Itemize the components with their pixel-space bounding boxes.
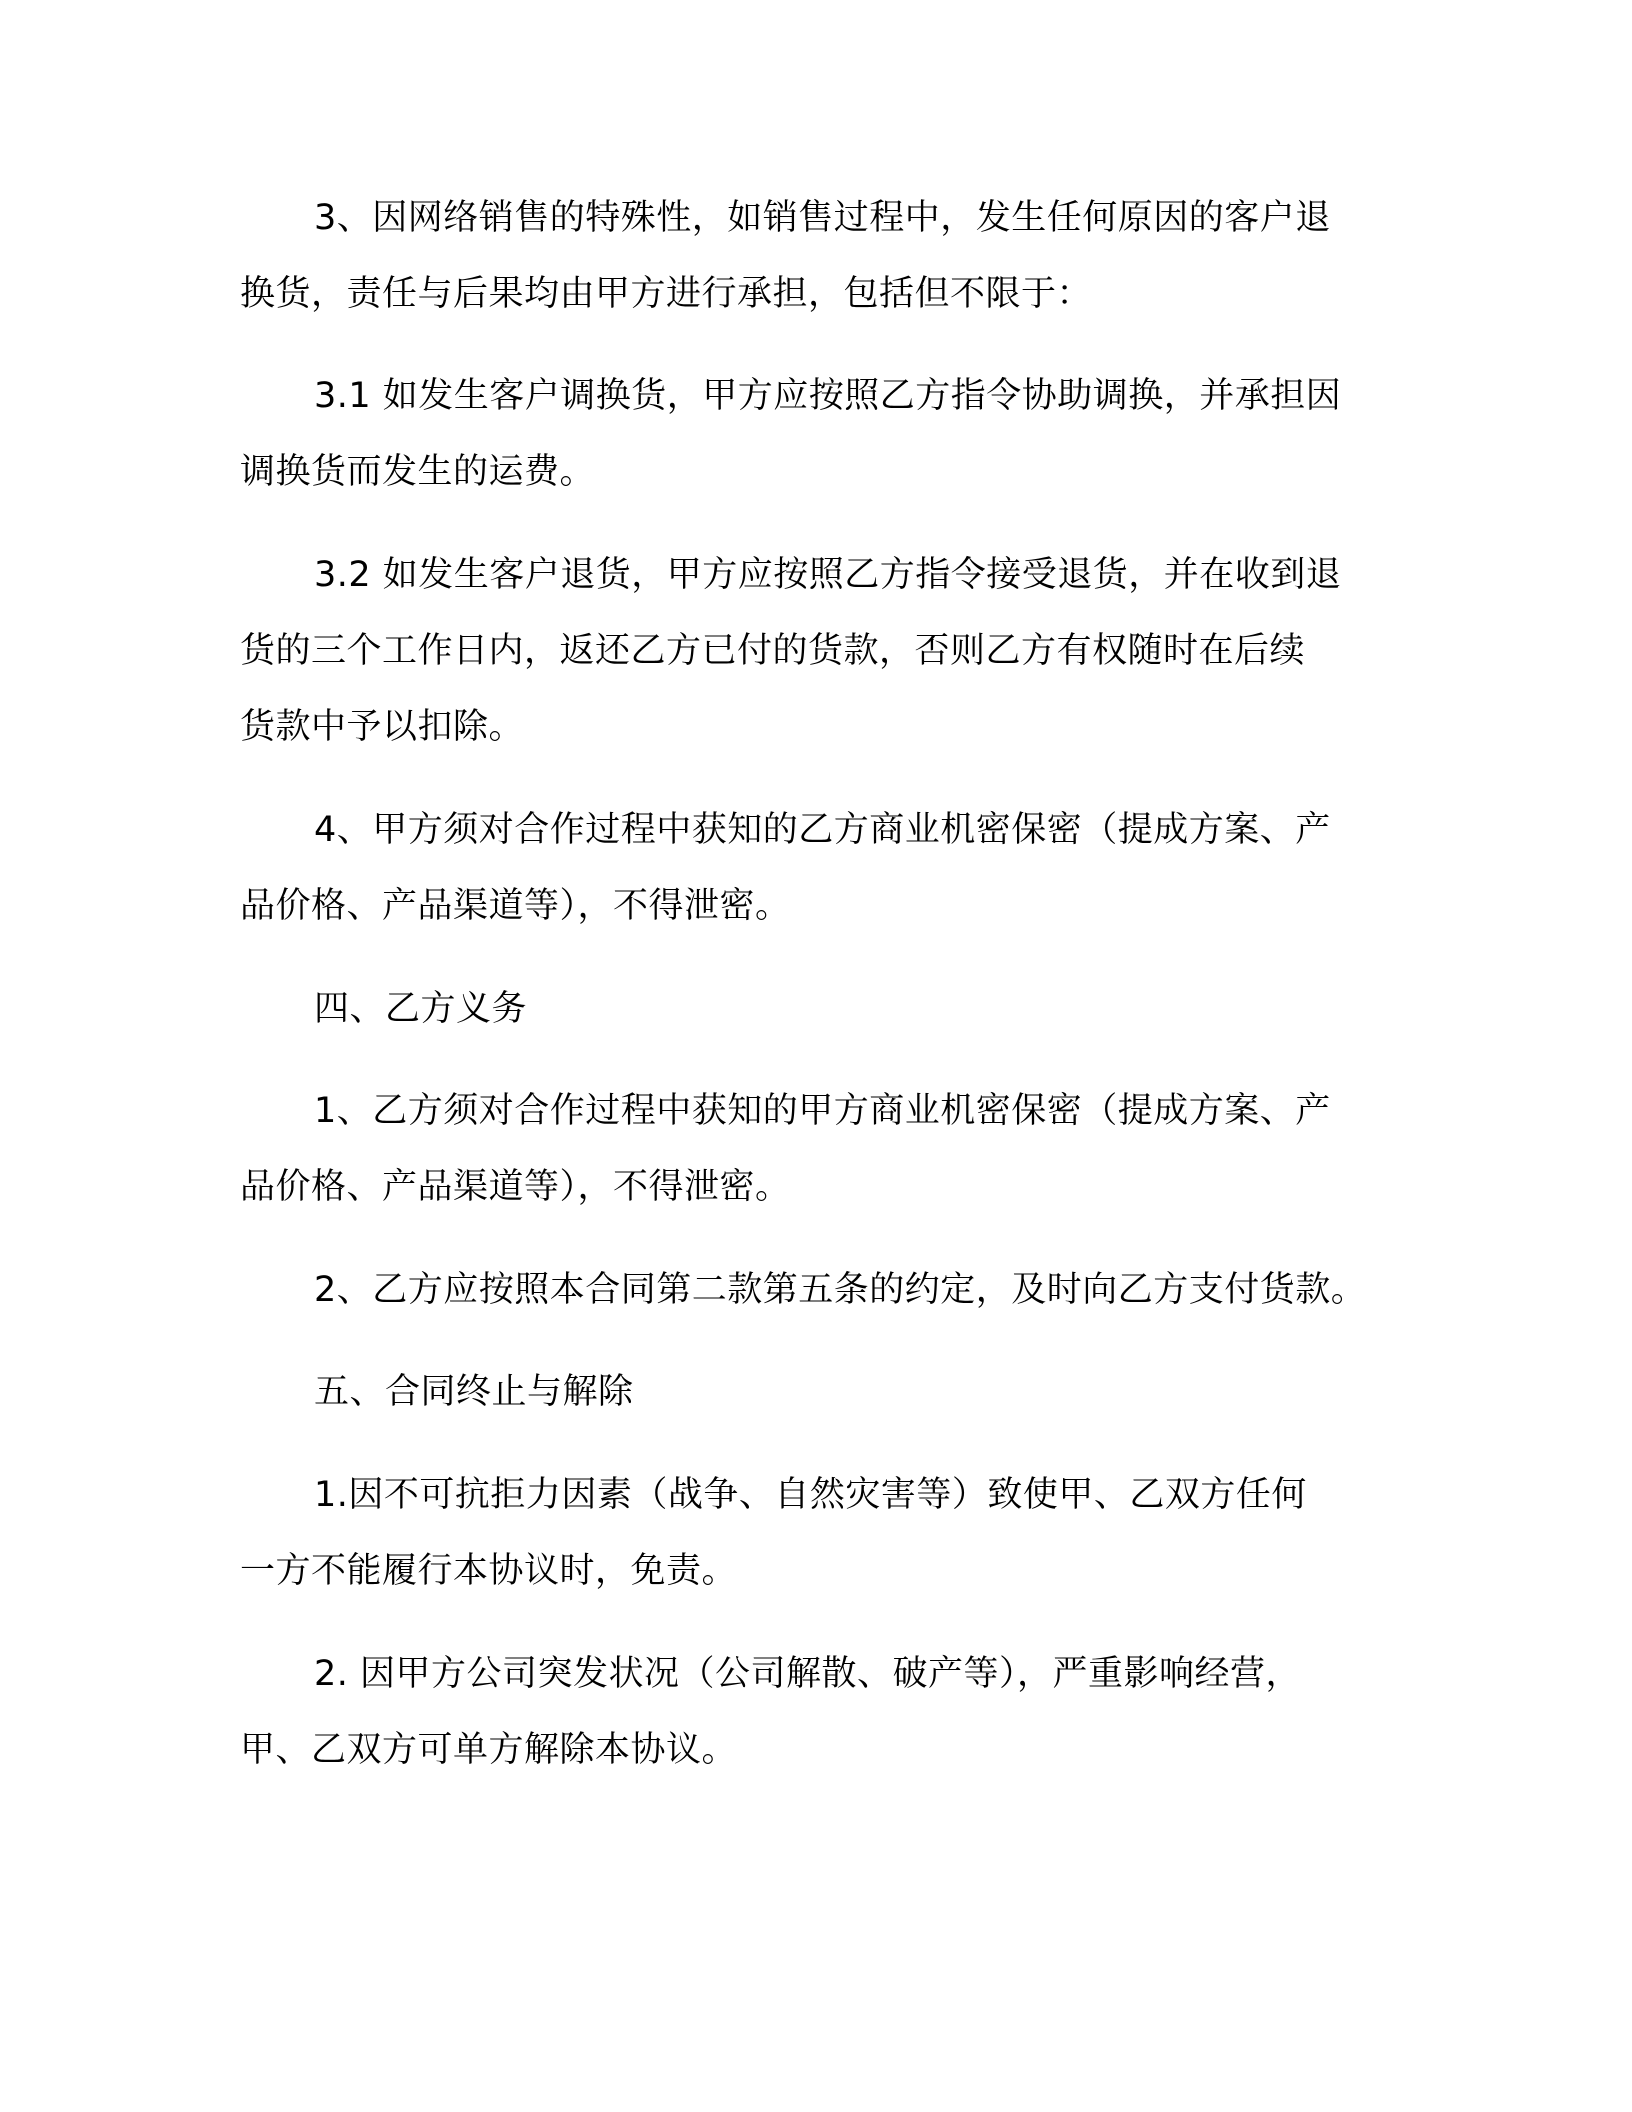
clause-3-line-2: 换货，责任与后果均由甲方进行承担，包括但不限于： [240,274,1093,314]
termination-1-line-2: 一方不能履行本协议时，免责。 [240,1551,738,1591]
section-five-heading: 五、合同终止与解除 [314,1372,634,1412]
section-four-heading: 四、乙方义务 [314,989,528,1029]
termination-2-line-2: 甲、乙双方可单方解除本协议。 [240,1730,738,1770]
termination-1-line-1: 1.因不可抗拒力因素（战争、自然灾害等）致使甲、乙双方任何 [314,1475,1307,1515]
duty-1-line-2: 品价格、产品渠道等），不得泄密。 [240,1167,791,1207]
duty-2-line-1: 2、乙方应按照本合同第二款第五条的约定，及时向乙方支付货款。 [314,1270,1367,1310]
clause-3-1-line-1: 3.1 如发生客户调换货，甲方应按照乙方指令协助调换，并承担因 [314,376,1342,416]
clause-4-line-1: 4、甲方须对合作过程中获知的乙方商业机密保密（提成方案、产 [314,810,1331,850]
clause-3-1-line-2: 调换货而发生的运费。 [240,452,596,492]
termination-2-line-1: 2. 因甲方公司突发状况（公司解散、破产等），严重影响经营， [314,1654,1302,1694]
duty-1-line-1: 1、乙方须对合作过程中获知的甲方商业机密保密（提成方案、产 [314,1091,1331,1131]
clause-3-2-line-2: 货的三个工作日内，返还乙方已付的货款，否则乙方有权随时在后续 [240,631,1306,671]
clause-3-2-line-1: 3.2 如发生客户退货，甲方应按照乙方指令接受退货，并在收到退 [314,555,1342,595]
clause-4-line-2: 品价格、产品渠道等），不得泄密。 [240,886,791,926]
clause-3-line-1: 3、因网络销售的特殊性，如销售过程中，发生任何原因的客户退 [314,198,1331,238]
clause-3-2-line-3: 货款中予以扣除。 [240,707,525,747]
